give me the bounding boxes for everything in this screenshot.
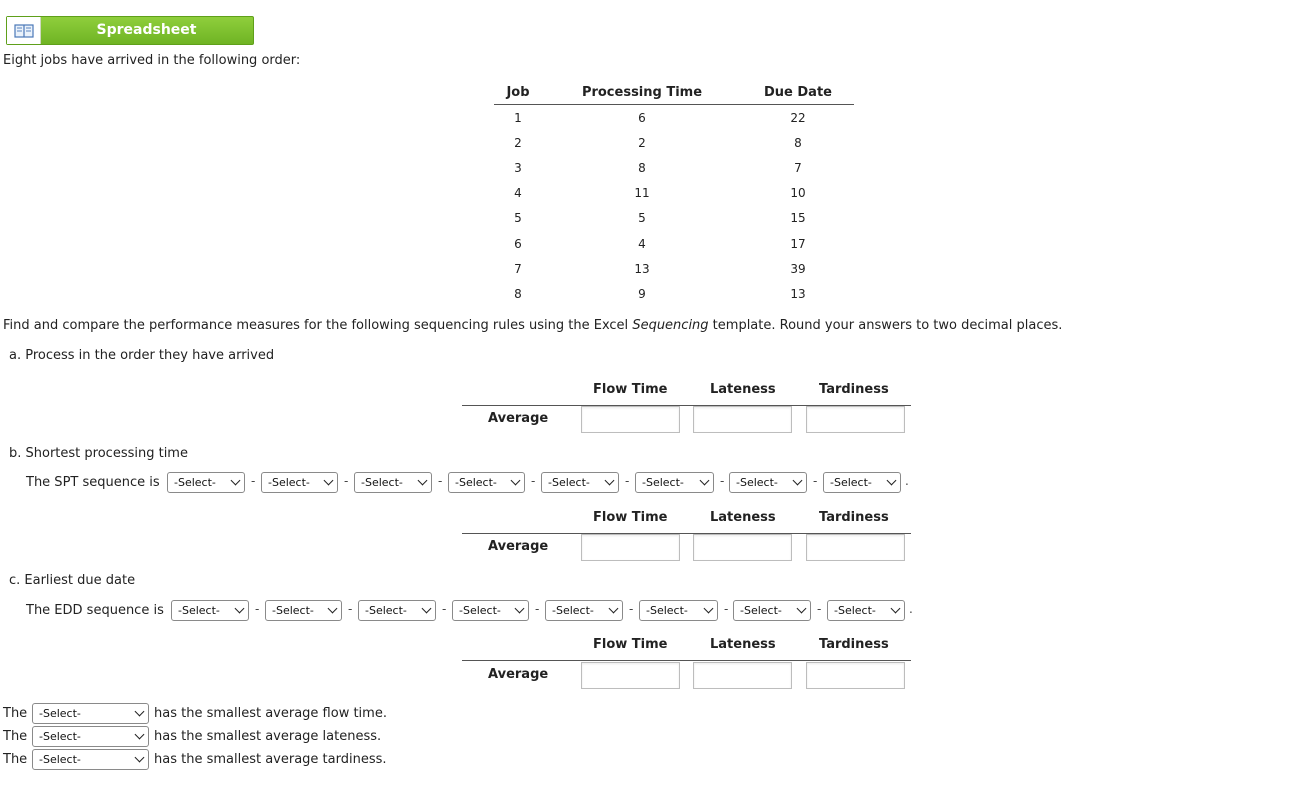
col-tardiness: Tardiness (819, 382, 889, 397)
table-row (494, 256, 854, 281)
spreadsheet-button[interactable] (6, 16, 254, 45)
part-a-flow-time-input[interactable] (581, 406, 680, 433)
conclusion-the: The (3, 752, 28, 767)
cell-due-date: 22 (790, 110, 806, 125)
chevron-down-icon (609, 604, 619, 614)
select-value: -Select- (272, 604, 314, 617)
col-flow-time: Flow Time (593, 382, 668, 397)
sequence-dash: - (442, 602, 447, 616)
select-value: -Select- (455, 476, 497, 489)
spt-position-3-select[interactable] (354, 472, 432, 493)
cell-processing-time: 4 (638, 236, 646, 251)
select-value: -Select- (736, 476, 778, 489)
cell-due-date: 39 (790, 261, 806, 276)
select-value: -Select- (740, 604, 782, 617)
cell-processing-time: 11 (634, 186, 650, 201)
edd-position-7-select[interactable] (733, 600, 811, 621)
part-c-label: c. Earliest due date (9, 573, 136, 588)
sequence-dash: - (438, 474, 443, 488)
smallest-lateness-select[interactable] (32, 726, 149, 747)
chevron-down-icon (422, 604, 432, 614)
table-row (494, 206, 854, 231)
cell-processing-time: 8 (638, 160, 646, 175)
sequence-dash: - (720, 474, 725, 488)
cell-job: 2 (514, 135, 522, 150)
cell-job: 4 (514, 186, 522, 201)
cell-due-date: 10 (790, 186, 806, 201)
chevron-down-icon (887, 476, 897, 486)
cell-job: 8 (514, 286, 522, 301)
col-lateness: Lateness (710, 382, 776, 397)
cell-job: 7 (514, 261, 522, 276)
select-value: -Select- (548, 476, 590, 489)
select-value: -Select- (834, 604, 876, 617)
cell-processing-time: 9 (638, 286, 646, 301)
col-lateness: Lateness (710, 510, 776, 525)
chevron-down-icon (797, 604, 807, 614)
edd-position-5-select[interactable] (545, 600, 623, 621)
part-c-tardiness-input[interactable] (806, 662, 905, 689)
instructions-emphasis: Sequencing (632, 318, 709, 333)
table-row (494, 130, 854, 155)
cell-processing-time: 2 (638, 135, 646, 150)
part-a-label: a. Process in the order they have arrived (9, 348, 275, 363)
chevron-down-icon (515, 604, 525, 614)
table-row (494, 281, 854, 306)
smallest-tardiness-select[interactable] (32, 749, 149, 770)
cell-due-date: 17 (790, 236, 806, 251)
spt-position-2-select[interactable] (261, 472, 338, 493)
chevron-down-icon (418, 476, 428, 486)
sequence-dash: - (817, 602, 822, 616)
conclusion-the: The (3, 729, 28, 744)
select-value: -Select- (552, 604, 594, 617)
sequence-dash: - (535, 602, 540, 616)
conclusion-tardiness-text: has the smallest average tardiness. (154, 752, 387, 767)
table-row (494, 105, 854, 131)
part-c-perf-header (462, 637, 911, 661)
conclusion-flow-text: has the smallest average flow time. (154, 706, 387, 721)
header-job: Job (494, 80, 542, 105)
select-value: -Select- (642, 476, 684, 489)
jobs-table (494, 80, 854, 307)
conclusion-lateness-text: has the smallest average lateness. (154, 729, 382, 744)
chevron-down-icon (235, 604, 245, 614)
edd-position-3-select[interactable] (358, 600, 436, 621)
part-c-average-label: Average (488, 667, 549, 682)
sequence-dash: - (531, 474, 536, 488)
col-flow-time: Flow Time (593, 510, 668, 525)
chevron-down-icon (135, 753, 145, 763)
cell-due-date: 15 (790, 211, 806, 226)
part-a-perf-header (462, 382, 911, 406)
part-b-label: b. Shortest processing time (9, 446, 188, 461)
spreadsheet-button-label: Spreadsheet (96, 22, 197, 38)
part-a-tardiness-input[interactable] (806, 406, 905, 433)
cell-job: 1 (514, 110, 522, 125)
select-value: -Select- (646, 604, 688, 617)
select-value: -Select- (39, 753, 81, 766)
select-value: -Select- (268, 476, 310, 489)
part-b-tardiness-input[interactable] (806, 534, 905, 561)
chevron-down-icon (891, 604, 901, 614)
part-b-average-label: Average (488, 539, 549, 554)
cell-processing-time: 5 (638, 211, 646, 226)
sequence-dash: - (344, 474, 349, 488)
select-value: -Select- (361, 476, 403, 489)
chevron-down-icon (328, 604, 338, 614)
cell-due-date: 13 (790, 286, 806, 301)
smallest-flow-time-select[interactable] (32, 703, 149, 724)
instructions-post: template. Round your answers to two decimal places. (708, 318, 1063, 333)
spt-position-7-select[interactable] (729, 472, 807, 493)
spt-position-6-select[interactable] (635, 472, 714, 493)
col-tardiness: Tardiness (819, 510, 889, 525)
chevron-down-icon (605, 476, 615, 486)
edd-position-2-select[interactable] (265, 600, 342, 621)
sequence-period: . (909, 602, 913, 616)
cell-processing-time: 6 (638, 110, 646, 125)
header-due-date: Due Date (742, 80, 854, 105)
part-a-lateness-input[interactable] (693, 406, 792, 433)
col-lateness: Lateness (710, 637, 776, 652)
part-a-average-label: Average (488, 411, 549, 426)
spt-position-5-select[interactable] (541, 472, 619, 493)
edd-position-6-select[interactable] (639, 600, 718, 621)
table-row (494, 231, 854, 256)
cell-processing-time: 13 (634, 261, 650, 276)
chevron-down-icon (704, 604, 714, 614)
spt-sequence-text: The SPT sequence is (26, 475, 160, 490)
col-flow-time: Flow Time (593, 637, 668, 652)
select-value: -Select- (178, 604, 220, 617)
cell-job: 5 (514, 211, 522, 226)
sequence-dash: - (724, 602, 729, 616)
chevron-down-icon (700, 476, 710, 486)
sequence-dash: - (625, 474, 630, 488)
conclusion-the: The (3, 706, 28, 721)
cell-due-date: 8 (794, 135, 802, 150)
table-row (494, 155, 854, 180)
select-value: -Select- (39, 730, 81, 743)
instructions-text (3, 318, 1062, 333)
intro-text: Eight jobs have arrived in the following order: (3, 53, 301, 68)
select-value: -Select- (830, 476, 872, 489)
book-icon (7, 17, 41, 44)
sequence-dash: - (251, 474, 256, 488)
select-value: -Select- (174, 476, 216, 489)
part-b-lateness-input[interactable] (693, 534, 792, 561)
col-tardiness: Tardiness (819, 637, 889, 652)
spt-position-4-select[interactable] (448, 472, 525, 493)
chevron-down-icon (511, 476, 521, 486)
edd-position-4-select[interactable] (452, 600, 529, 621)
sequence-dash: - (813, 474, 818, 488)
part-c-lateness-input[interactable] (693, 662, 792, 689)
select-value: -Select- (365, 604, 407, 617)
part-b-flow-time-input[interactable] (581, 534, 680, 561)
select-value: -Select- (459, 604, 501, 617)
spt-position-1-select[interactable] (167, 472, 245, 493)
table-row (494, 181, 854, 206)
chevron-down-icon (324, 476, 334, 486)
chevron-down-icon (793, 476, 803, 486)
sequence-dash: - (348, 602, 353, 616)
chevron-down-icon (135, 730, 145, 740)
instructions-pre: Find and compare the performance measures for the following sequencing rules using the Excel (3, 318, 633, 333)
edd-position-8-select[interactable] (827, 600, 905, 621)
spt-position-8-select[interactable] (823, 472, 901, 493)
edd-position-1-select[interactable] (171, 600, 249, 621)
sequence-dash: - (629, 602, 634, 616)
edd-sequence-text: The EDD sequence is (26, 603, 164, 618)
select-value: -Select- (39, 707, 81, 720)
part-b-perf-header (462, 510, 911, 534)
part-c-flow-time-input[interactable] (581, 662, 680, 689)
chevron-down-icon (231, 476, 241, 486)
header-processing-time: Processing Time (542, 80, 742, 105)
chevron-down-icon (135, 707, 145, 717)
sequence-period: . (905, 474, 909, 488)
cell-job: 3 (514, 160, 522, 175)
cell-due-date: 7 (794, 160, 802, 175)
cell-job: 6 (514, 236, 522, 251)
sequence-dash: - (255, 602, 260, 616)
